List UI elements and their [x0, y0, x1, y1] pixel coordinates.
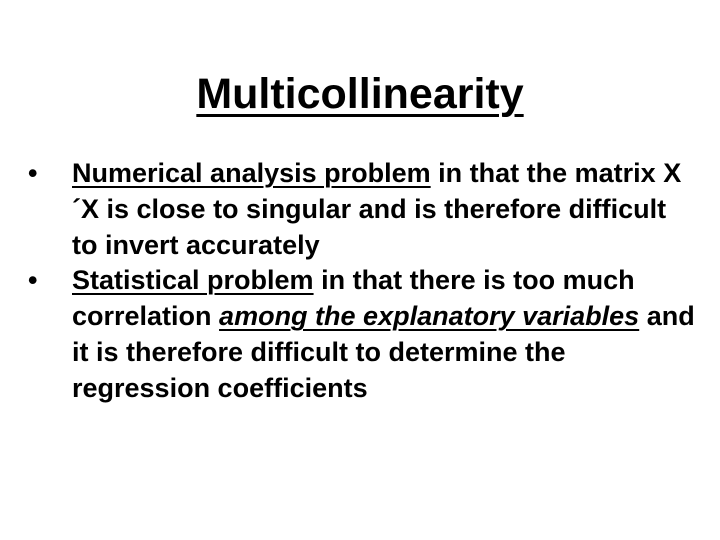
bullet-list: [28, 156, 698, 407]
bullet-emphasis-statistical: among the explanatory variables: [219, 301, 640, 332]
bullet-lead-statistical: Statistical problem: [72, 265, 314, 296]
bullet-icon: •: [28, 158, 38, 188]
bullet-text-statistical-a: in that there is too much correlation: [72, 265, 635, 332]
slide-title: Multicollinearity: [196, 70, 524, 118]
bullet-lead-numerical: Numerical analysis problem: [72, 158, 431, 188]
bullet-item-numerical: [28, 156, 698, 263]
bullet-text-statistical-b: and it is therefore difficult to determine the regression coefficients: [72, 301, 695, 403]
bullet-text-numerical: in that the matrix X´X is close to singular and is therefore difficult to invert accurately: [72, 158, 682, 260]
bullet-item-statistical: [28, 263, 698, 406]
bullet-icon: •: [28, 265, 38, 296]
